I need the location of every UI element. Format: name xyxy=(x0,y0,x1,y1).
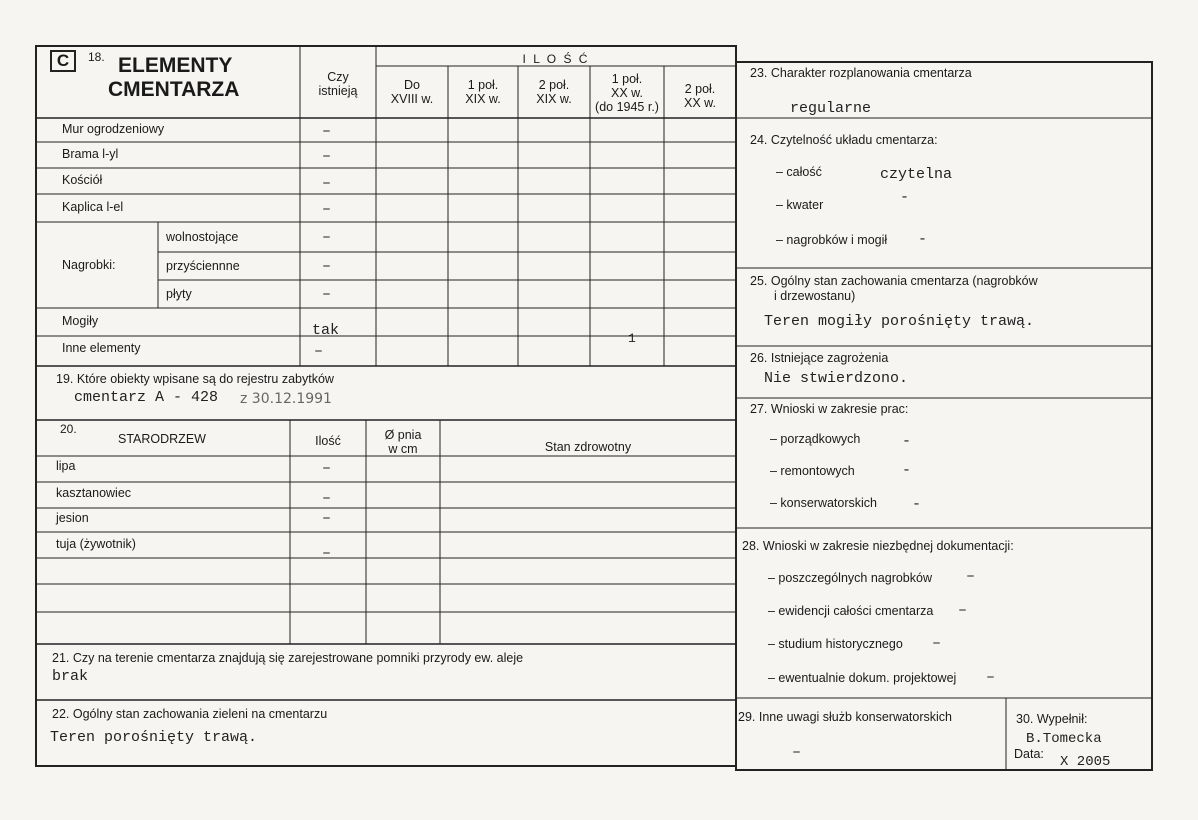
section-letter-box xyxy=(50,50,76,72)
s20-title: STARODRZEW xyxy=(118,432,206,446)
col-header-period-2: 1 poł. XIX w. xyxy=(465,78,501,106)
s28-label: 28. Wnioski w zakresie niezbędnej dokumentacji: xyxy=(742,539,1014,553)
exists-value: – xyxy=(322,123,332,140)
s30-date: X 2005 xyxy=(1060,754,1111,770)
row-label: przyściennne xyxy=(166,259,240,273)
s24-item-value: - xyxy=(900,189,910,206)
s24-item-label: – kwater xyxy=(776,198,824,212)
row-label: płyty xyxy=(166,287,192,301)
row-label: Mogiły xyxy=(62,314,99,328)
s23-value: regularne xyxy=(790,100,872,117)
s25-value: Teren mogiły porośnięty trawą. xyxy=(764,313,1035,330)
s26-label: 26. Istniejące zagrożenia xyxy=(750,351,889,365)
col-header-period-5: 2 poł. XX w. xyxy=(684,82,716,110)
col-header-exists: Czy istnieją xyxy=(318,70,358,98)
s28-item-value: – xyxy=(966,568,976,585)
exists-value: – xyxy=(322,286,332,303)
exists-value: – xyxy=(322,229,332,246)
s19-label: 19. Które obiekty wpisane są do rejestru zabytków xyxy=(56,372,334,386)
s29-value: – xyxy=(792,744,802,761)
s20-col-health: Stan zdrowotny xyxy=(544,440,632,454)
s18-title-line1: ELEMENTY xyxy=(118,54,233,77)
s27-label: 27. Wnioski w zakresie prac: xyxy=(750,402,909,416)
row-label: Mur ogrodzeniowy xyxy=(62,122,165,136)
col-header-period-3: 2 poł. XIX w. xyxy=(536,78,572,106)
col-header-quantity: I L O Ś Ć xyxy=(522,52,590,66)
s30-name: B.Tomecka xyxy=(1026,731,1102,747)
s21-value: brak xyxy=(52,668,89,685)
tree-label: lipa xyxy=(56,459,76,473)
exists-value: – xyxy=(314,343,324,360)
exists-value: – xyxy=(322,148,332,165)
s20-col-count: Ilość xyxy=(315,434,341,448)
s28-item-value: – xyxy=(958,602,968,619)
s28-item-value: – xyxy=(986,669,996,686)
s30-label: 30. Wypełnił: xyxy=(1016,712,1088,726)
row-label: Inne elementy xyxy=(62,341,141,355)
s27-item-value: - xyxy=(902,462,912,479)
graves-count-value: 1 xyxy=(628,331,636,346)
tree-label: tuja (żywotnik) xyxy=(56,537,136,551)
tree-count-value: – xyxy=(322,460,332,477)
section-letter: C xyxy=(56,51,70,70)
s27-item-label: – remontowych xyxy=(770,464,855,478)
row-label: Kościół xyxy=(62,173,103,187)
s28-item-label: – ewentualnie dokum. projektowej xyxy=(768,671,957,685)
tree-count-value: – xyxy=(322,545,332,562)
col-header-period-4: 1 poł. XX w. (do 1945 r.) xyxy=(595,72,659,114)
s27-item-label: – porządkowych xyxy=(770,432,861,446)
s27-item-value: - xyxy=(912,496,922,513)
s20-number: 20. xyxy=(60,422,77,436)
s20-col-diameter: Ø pnia w cm xyxy=(384,428,422,456)
s28-item-label: – studium historycznego xyxy=(768,637,903,651)
s22-label: 22. Ogólny stan zachowania zieleni na cmentarzu xyxy=(52,707,328,721)
s30-date-label: Data: xyxy=(1014,747,1044,761)
exists-value: tak xyxy=(312,322,340,339)
s24-item-value: - xyxy=(918,231,928,248)
s22-value: Teren porośnięty trawą. xyxy=(50,729,258,746)
s28-item-label: – poszczególnych nagrobków xyxy=(768,571,932,585)
s24-item-label: – nagrobków i mogił xyxy=(776,233,888,247)
s27-item-label: – konserwatorskich xyxy=(770,496,877,510)
s28-item-value: – xyxy=(932,635,942,652)
s23-label: 23. Charakter rozplanowania cmentarza xyxy=(750,66,972,80)
s25-label-line1: 25. Ogólny stan zachowania cmentarza (nagrobków xyxy=(750,274,1038,288)
s18-title-line2: CMENTARZA xyxy=(108,78,240,101)
exists-value: – xyxy=(322,258,332,275)
s27-item-value: - xyxy=(902,433,912,450)
row-label: wolnostojące xyxy=(166,230,239,244)
s25-label-line2: i drzewostanu) xyxy=(774,289,856,303)
gravestones-group-label: Nagrobki: xyxy=(62,258,116,272)
s19-value: cmentarz A - 428 xyxy=(74,389,219,406)
s28-item-label: – ewidencji całości cmentarza xyxy=(768,604,934,618)
exists-value: – xyxy=(322,201,332,218)
s19-handwritten-date: z 30.12.1991 xyxy=(240,391,332,407)
s29-label: 29. Inne uwagi służb konserwatorskich xyxy=(738,710,953,724)
s26-value: Nie stwierdzono. xyxy=(764,370,909,387)
col-header-period-1: Do XVIII w. xyxy=(390,78,434,106)
tree-count-value: – xyxy=(322,510,332,527)
s24-item-label: – całość xyxy=(776,165,822,179)
tree-label: kasztanowiec xyxy=(56,486,132,500)
row-label: Brama l-yl xyxy=(62,147,119,161)
s24-item-value: czytelna xyxy=(880,166,953,183)
s24-label: 24. Czytelność układu cmentarza: xyxy=(750,133,938,147)
s21-label: 21. Czy na terenie cmentarza znajdują się zarejestrowane pomniki przyrody ew. aleje xyxy=(52,651,524,665)
tree-label: jesion xyxy=(56,511,89,525)
tree-count-value: – xyxy=(322,490,332,507)
exists-value: – xyxy=(322,175,332,192)
s18-number: 18. xyxy=(88,50,105,64)
row-label: Kaplica l-el xyxy=(62,200,124,214)
